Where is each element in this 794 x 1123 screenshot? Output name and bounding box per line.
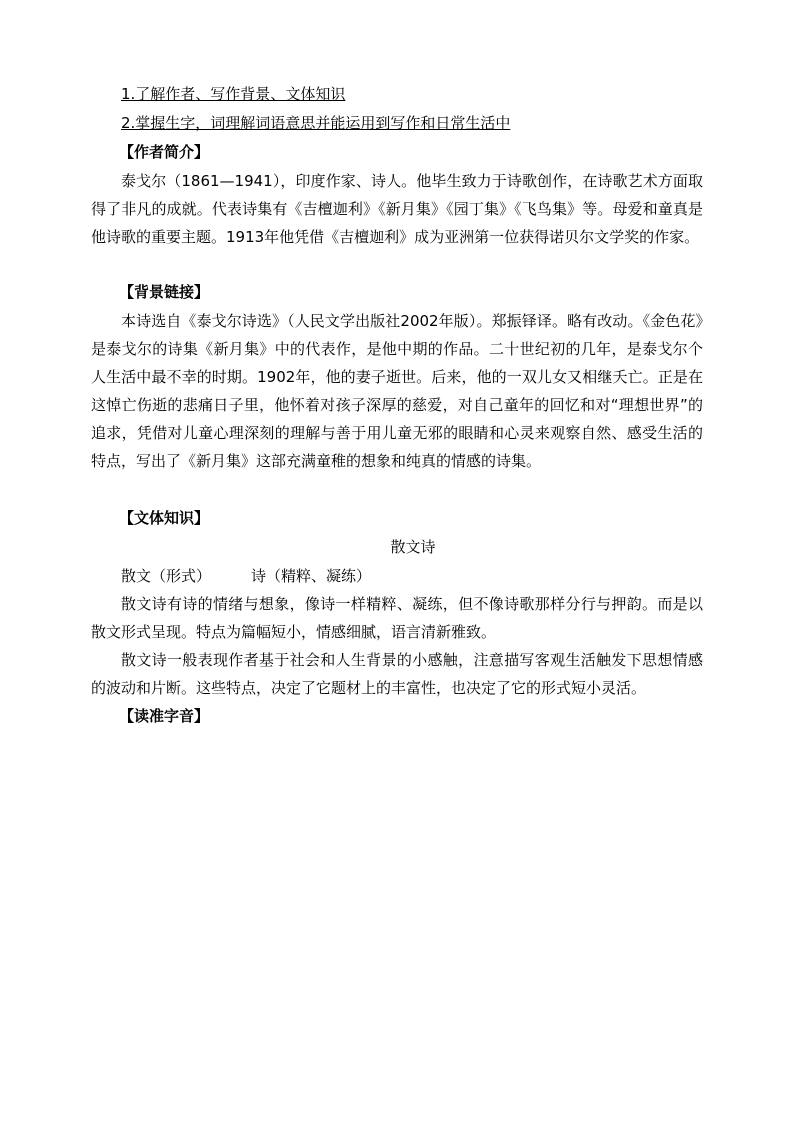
form-prose: 散文（形式）	[121, 567, 212, 585]
background-heading: 【背景链接】	[119, 283, 210, 301]
document-content	[91, 80, 703, 731]
genre-heading: 【文体知识】	[119, 509, 210, 527]
objective-2	[91, 109, 703, 138]
genre-title: 散文诗	[390, 538, 436, 556]
author-heading: 【作者简介】	[119, 143, 210, 161]
pronunciation-heading: 【读准字音】	[119, 707, 210, 725]
author-paragraph: 泰戈尔（1861—1941），印度作家、诗人。他毕生致力于诗歌创作，在诗歌艺术方面取得了非凡的成就。代表诗集有《吉檀迦利》《新月集》《园丁集》《飞鸟集》等。母爱和童真是他诗歌的重要主题。1913年他凭借《吉檀迦利》成为亚洲第一位获得诺贝尔文学奖的作家。	[91, 172, 703, 246]
objective-1-text: 1.了解作者、写作背景、文体知识	[121, 85, 346, 103]
genre-paragraph-2: 散文诗一般表现作者基于社会和人生背景的小感触，注意描写客观生活触发下思想情感的波动和片断。这些特点，决定了它题材上的丰富性，也决定了它的形式短小灵活。	[91, 651, 703, 697]
spacer	[91, 475, 703, 504]
objective-1	[91, 80, 703, 109]
objective-2-text: 2.掌握生字，词理解词语意思并能运用到写作和日常生活中	[121, 114, 511, 132]
spacer	[91, 251, 703, 278]
background-paragraph: 本诗选自《泰戈尔诗选》（人民文学出版社2002年版）。郑振铎译。略有改动。《金色花》是泰戈尔的诗集《新月集》中的代表作，是他中期的作品。二十世纪初的几年，是泰戈尔个人生活中最不幸的时期。1902年，他的妻子逝世。后来，他的一双儿女又相继夭亡。正是在这悼亡伤逝的悲痛日子里，他怀着对孩子深厚的慈爱，对自己童年的回忆和对“理想世界”的追求，凭借对儿童心理深刻的理解与善于用儿童无邪的眼睛和心灵来观察自然、感受生活的特点，写出了《新月集》这部充满童稚的想象和纯真的情感的诗集。	[91, 312, 703, 470]
genre-paragraph-1: 散文诗有诗的情绪与想象，像诗一样精粹、凝练，但不像诗歌那样分行与押韵。而是以散文形式呈现。特点为篇幅短小，情感细腻，语言清新雅致。	[91, 595, 703, 641]
genre-forms	[91, 562, 703, 590]
form-poem: 诗（精粹、凝练）	[251, 567, 372, 585]
